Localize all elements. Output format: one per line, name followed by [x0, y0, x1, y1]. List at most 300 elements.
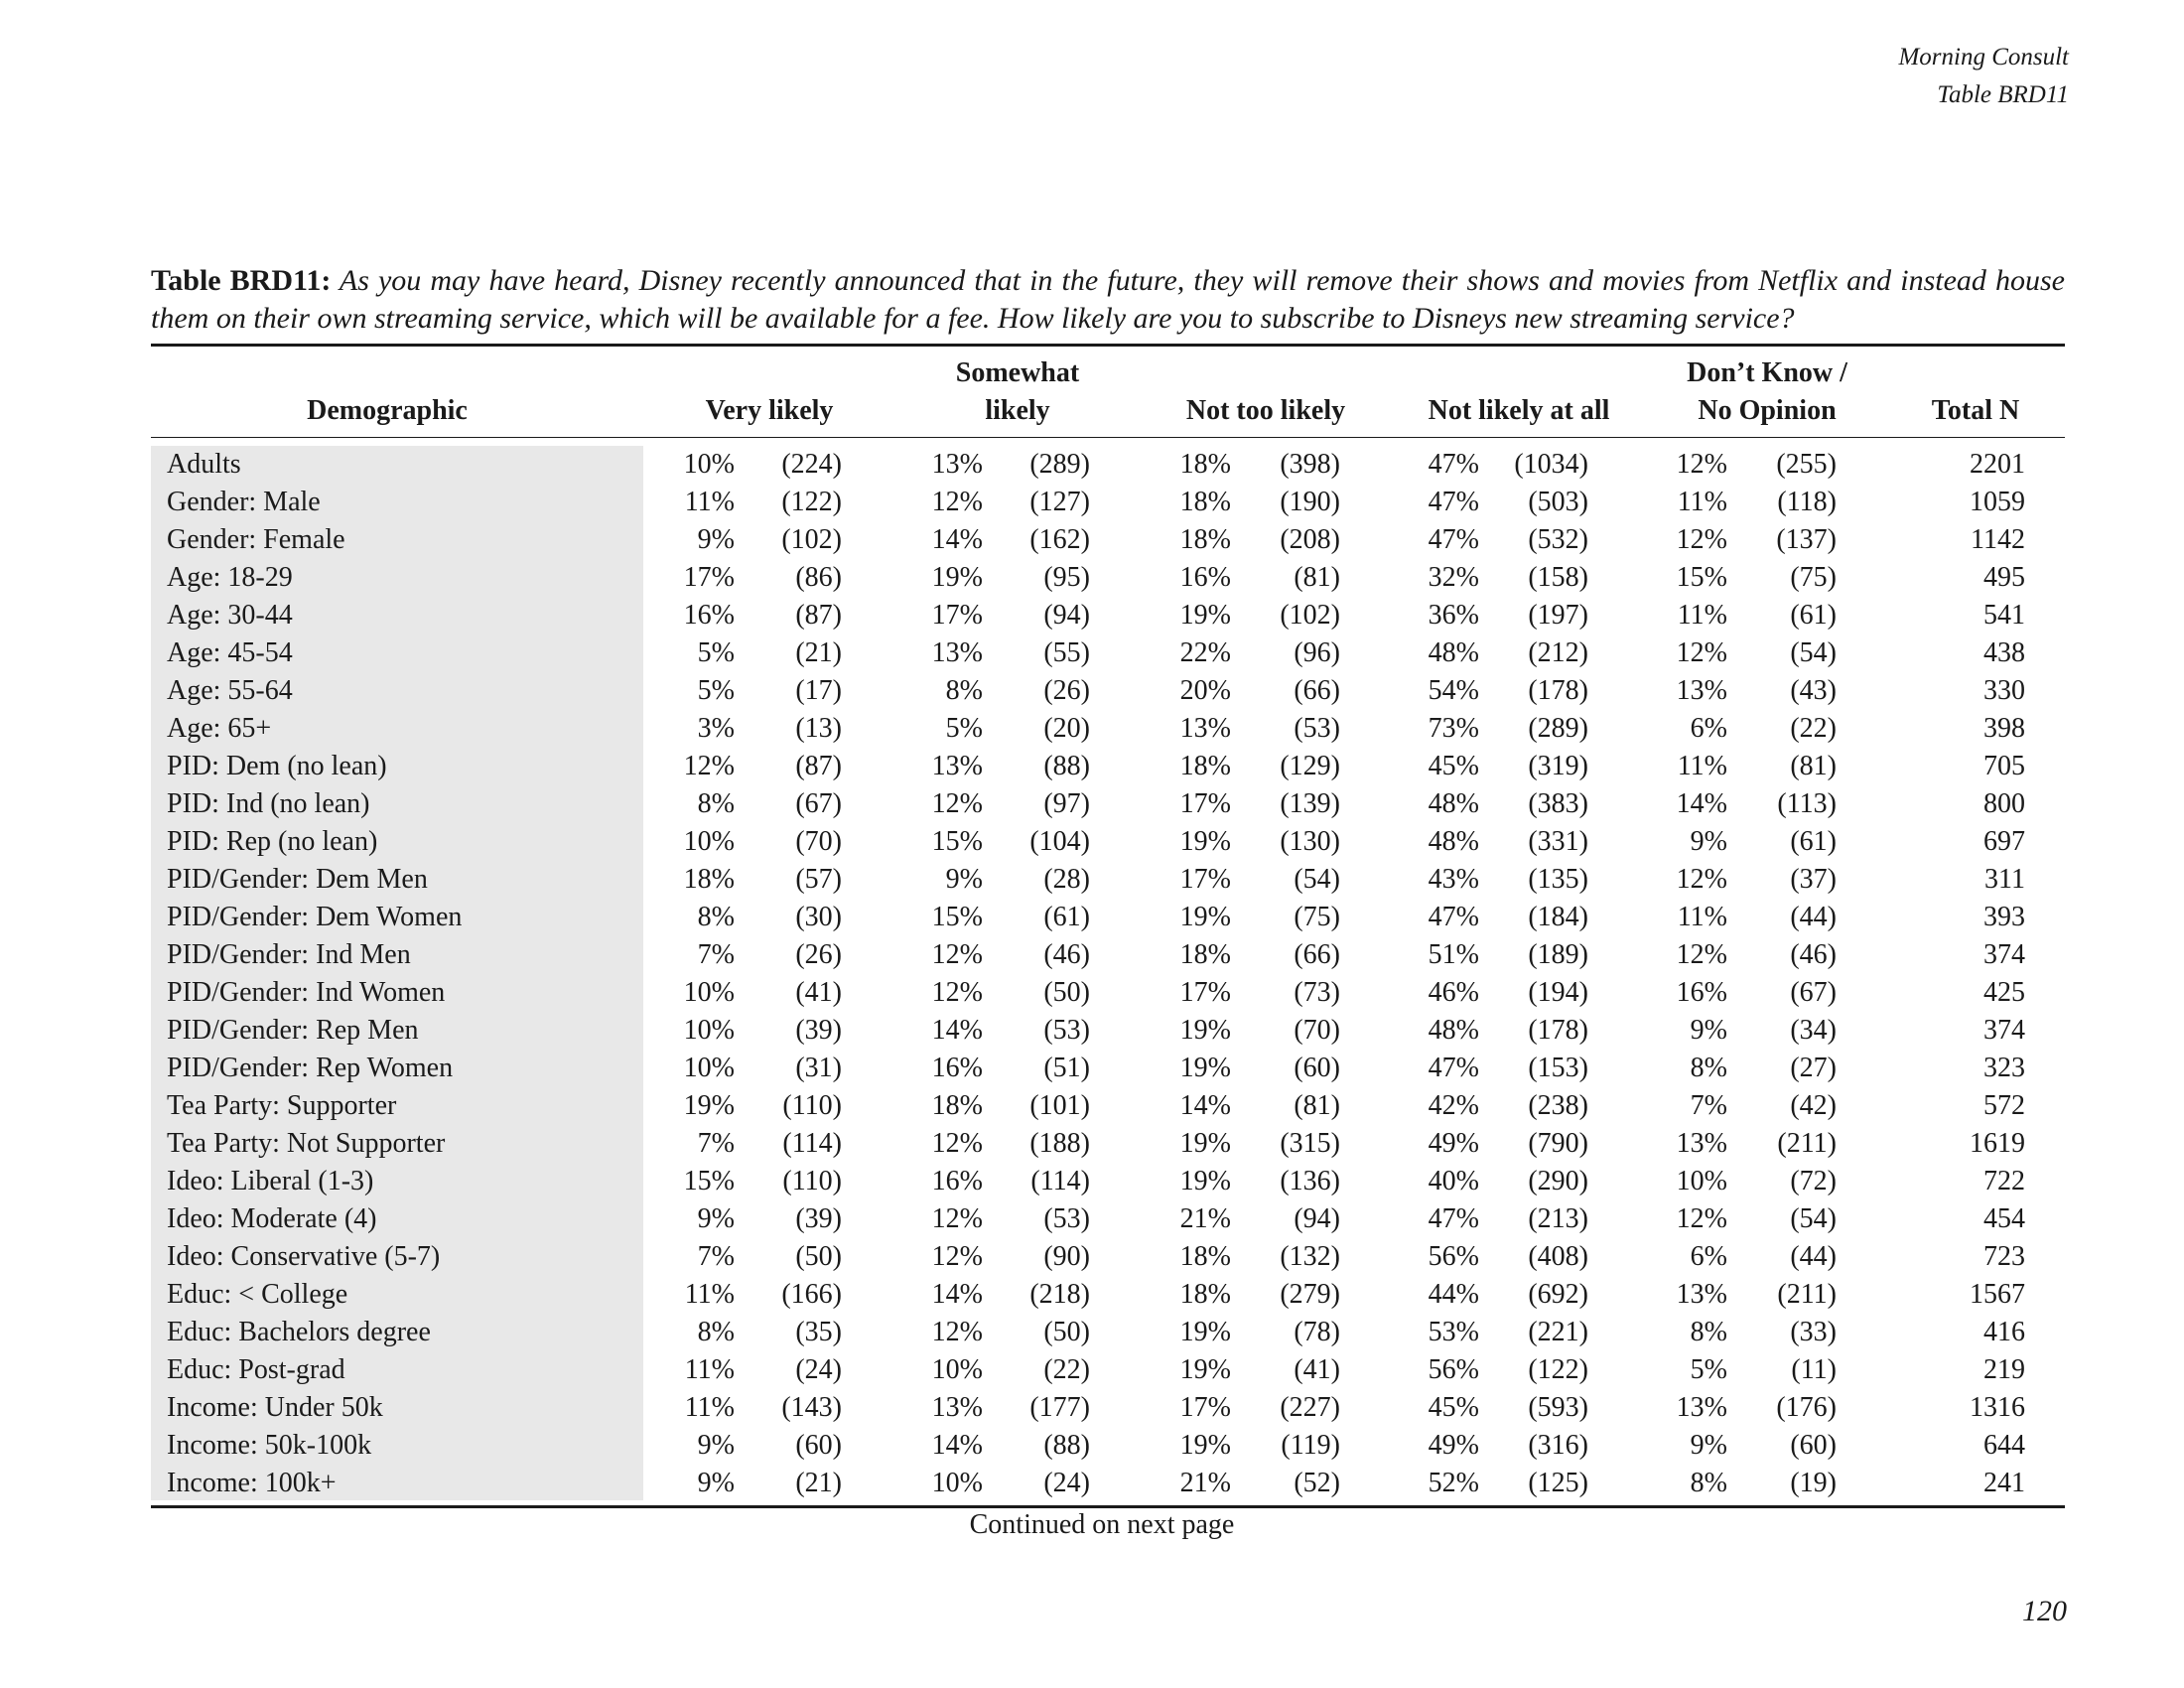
table-row — [0, 710, 2184, 748]
cell-percent: 49% — [1428, 1128, 1479, 1159]
cell-percent: 32% — [1428, 562, 1479, 593]
cell-count: (190) — [1280, 487, 1340, 517]
cell-percent: 19% — [1179, 826, 1231, 857]
cell-percent: 5% — [945, 713, 983, 744]
cell-percent: 20% — [1179, 675, 1231, 706]
cell-count: (81) — [1790, 751, 1837, 781]
cell-count: (213) — [1528, 1203, 1588, 1234]
cell-count: (139) — [1280, 788, 1340, 819]
cell-percent: 19% — [1179, 1317, 1231, 1347]
cell-count: (289) — [1029, 449, 1090, 480]
row-label: Ideo: Conservative (5-7) — [167, 1241, 441, 1272]
cell-count: (54) — [1790, 637, 1837, 668]
cell-percent: 17% — [931, 600, 983, 631]
cell-count: (178) — [1528, 1015, 1588, 1046]
cell-percent: 17% — [1179, 788, 1231, 819]
cell-percent: 12% — [1676, 449, 1727, 480]
cell-count: (290) — [1528, 1166, 1588, 1196]
row-label: PID/Gender: Rep Women — [167, 1053, 454, 1083]
cell-percent: 19% — [1179, 1166, 1231, 1196]
cell-percent: 11% — [684, 1279, 735, 1310]
cell-percent: 14% — [931, 1015, 983, 1046]
cell-percent: 18% — [683, 864, 735, 895]
cell-percent: 9% — [697, 1430, 735, 1461]
cell-count: (81) — [1294, 1090, 1340, 1121]
cell-count: (70) — [1294, 1015, 1340, 1046]
col-header-total-n: Total N — [1931, 395, 2020, 426]
cell-percent: 10% — [683, 977, 735, 1008]
cell-count: (21) — [795, 1468, 842, 1498]
cell-percent: 19% — [1179, 902, 1231, 932]
cell-count: (119) — [1281, 1430, 1340, 1461]
cell-count: (30) — [795, 902, 842, 932]
cell-percent: 6% — [1690, 713, 1727, 744]
cell-percent: 10% — [683, 826, 735, 857]
cell-total-n: 241 — [1983, 1468, 2025, 1498]
cell-percent: 22% — [1179, 637, 1231, 668]
cell-count: (96) — [1294, 637, 1340, 668]
cell-count: (132) — [1280, 1241, 1340, 1272]
cell-count: (188) — [1029, 1128, 1090, 1159]
cell-percent: 19% — [1179, 1430, 1231, 1461]
cell-percent: 12% — [1676, 1203, 1727, 1234]
cell-count: (130) — [1280, 826, 1340, 857]
cell-percent: 17% — [683, 562, 735, 593]
cell-percent: 12% — [1676, 637, 1727, 668]
cell-percent: 12% — [931, 1317, 983, 1347]
row-label: Gender: Female — [167, 524, 345, 555]
cell-percent: 12% — [683, 751, 735, 781]
cell-percent: 8% — [697, 788, 735, 819]
cell-percent: 21% — [1179, 1203, 1231, 1234]
cell-count: (212) — [1528, 637, 1588, 668]
cell-percent: 18% — [931, 1090, 983, 1121]
cell-percent: 48% — [1428, 788, 1479, 819]
cell-percent: 5% — [697, 637, 735, 668]
cell-count: (94) — [1043, 600, 1090, 631]
cell-total-n: 800 — [1983, 788, 2025, 819]
cell-percent: 19% — [1179, 1354, 1231, 1385]
page-number: 120 — [2022, 1595, 2067, 1627]
cell-total-n: 1142 — [1971, 524, 2025, 555]
cell-percent: 8% — [1690, 1317, 1727, 1347]
cell-count: (110) — [782, 1166, 842, 1196]
cell-percent: 18% — [1179, 449, 1231, 480]
cell-count: (33) — [1790, 1317, 1837, 1347]
cell-count: (81) — [1294, 562, 1340, 593]
cell-count: (113) — [1777, 788, 1837, 819]
cell-percent: 42% — [1428, 1090, 1479, 1121]
cell-percent: 16% — [931, 1166, 983, 1196]
cell-count: (87) — [795, 751, 842, 781]
cell-count: (75) — [1294, 902, 1340, 932]
cell-count: (197) — [1528, 600, 1588, 631]
cell-count: (177) — [1029, 1392, 1090, 1423]
cell-count: (66) — [1294, 939, 1340, 970]
cell-count: (408) — [1528, 1241, 1588, 1272]
cell-percent: 56% — [1428, 1241, 1479, 1272]
cell-count: (208) — [1280, 524, 1340, 555]
table-row — [0, 1314, 2184, 1351]
cell-percent: 54% — [1428, 675, 1479, 706]
cell-percent: 73% — [1428, 713, 1479, 744]
cell-count: (153) — [1528, 1053, 1588, 1083]
cell-count: (22) — [1790, 713, 1837, 744]
cell-percent: 12% — [931, 1203, 983, 1234]
cell-percent: 47% — [1428, 487, 1479, 517]
cell-total-n: 572 — [1983, 1090, 2025, 1121]
cell-percent: 36% — [1428, 600, 1479, 631]
cell-percent: 3% — [697, 713, 735, 744]
cell-count: (52) — [1294, 1468, 1340, 1498]
cell-percent: 47% — [1428, 449, 1479, 480]
cell-percent: 19% — [1179, 1015, 1231, 1046]
cell-count: (104) — [1029, 826, 1090, 857]
cell-percent: 12% — [1676, 864, 1727, 895]
cell-percent: 47% — [1428, 1053, 1479, 1083]
cell-count: (95) — [1043, 562, 1090, 593]
cell-count: (692) — [1528, 1279, 1588, 1310]
cell-percent: 13% — [931, 449, 983, 480]
table-caption — [151, 262, 2065, 338]
cell-count: (238) — [1528, 1090, 1588, 1121]
row-label: Ideo: Liberal (1-3) — [167, 1166, 374, 1196]
cell-count: (227) — [1280, 1392, 1340, 1423]
header-org: Morning Consult — [1898, 44, 2069, 70]
cell-percent: 19% — [931, 562, 983, 593]
cell-count: (127) — [1029, 487, 1090, 517]
cell-total-n: 416 — [1983, 1317, 2025, 1347]
cell-percent: 8% — [1690, 1053, 1727, 1083]
cell-count: (26) — [1043, 675, 1090, 706]
cell-count: (41) — [795, 977, 842, 1008]
cell-count: (39) — [795, 1015, 842, 1046]
cell-count: (158) — [1528, 562, 1588, 593]
cell-count: (46) — [1043, 939, 1090, 970]
cell-percent: 18% — [1179, 524, 1231, 555]
cell-percent: 14% — [931, 524, 983, 555]
cell-count: (46) — [1790, 939, 1837, 970]
table-row — [0, 1351, 2184, 1389]
row-label: PID/Gender: Ind Women — [167, 977, 446, 1008]
cell-percent: 10% — [683, 1015, 735, 1046]
cell-count: (102) — [1280, 600, 1340, 631]
table-row — [0, 1238, 2184, 1276]
row-label: Adults — [167, 449, 241, 480]
cell-count: (129) — [1280, 751, 1340, 781]
cell-count: (101) — [1029, 1090, 1090, 1121]
cell-total-n: 330 — [1983, 675, 2025, 706]
table-row — [0, 521, 2184, 559]
cell-count: (189) — [1528, 939, 1588, 970]
col-header-not-too-likely: Not too likely — [1185, 395, 1346, 426]
table-row — [0, 974, 2184, 1012]
cell-count: (44) — [1790, 1241, 1837, 1272]
caption-text: As you may have heard, Disney recently announced that in the future, they will remove their shows and movies from Netflix and instead house them on their own streaming service, which will be available for a fee. How likely are you to subscribe to Disneys new streaming service? — [151, 264, 2065, 335]
cell-percent: 40% — [1428, 1166, 1479, 1196]
cell-percent: 13% — [931, 637, 983, 668]
cell-percent: 7% — [1690, 1090, 1727, 1121]
row-label: Age: 45-54 — [167, 637, 293, 668]
cell-count: (94) — [1294, 1203, 1340, 1234]
cell-percent: 48% — [1428, 637, 1479, 668]
cell-count: (50) — [1043, 977, 1090, 1008]
cell-percent: 19% — [1179, 1128, 1231, 1159]
cell-count: (184) — [1528, 902, 1588, 932]
cell-count: (176) — [1776, 1392, 1837, 1423]
cell-percent: 15% — [931, 826, 983, 857]
cell-count: (37) — [1790, 864, 1837, 895]
cell-percent: 7% — [697, 939, 735, 970]
table-row — [0, 559, 2184, 597]
cell-percent: 13% — [1676, 1392, 1727, 1423]
table-row — [0, 899, 2184, 936]
cell-percent: 9% — [697, 1468, 735, 1498]
cell-count: (114) — [1030, 1166, 1090, 1196]
cell-total-n: 697 — [1983, 826, 2025, 857]
cell-total-n: 219 — [1983, 1354, 2025, 1385]
cell-count: (44) — [1790, 902, 1837, 932]
top-rule — [151, 344, 2065, 347]
cell-percent: 12% — [1676, 524, 1727, 555]
cell-percent: 48% — [1428, 826, 1479, 857]
col-header-somewhat-likely-line2: likely — [985, 395, 1050, 426]
cell-percent: 13% — [931, 751, 983, 781]
cell-percent: 47% — [1428, 902, 1479, 932]
cell-count: (60) — [1790, 1430, 1837, 1461]
cell-count: (54) — [1294, 864, 1340, 895]
table-row — [0, 748, 2184, 785]
cell-count: (11) — [1791, 1354, 1837, 1385]
cell-count: (53) — [1043, 1203, 1090, 1234]
cell-total-n: 2201 — [1970, 449, 2025, 480]
cell-percent: 45% — [1428, 1392, 1479, 1423]
cell-percent: 16% — [931, 1053, 983, 1083]
cell-percent: 5% — [697, 675, 735, 706]
cell-percent: 12% — [1676, 939, 1727, 970]
cell-count: (34) — [1790, 1015, 1837, 1046]
cell-count: (211) — [1777, 1128, 1837, 1159]
cell-percent: 52% — [1428, 1468, 1479, 1498]
row-label: Age: 18-29 — [167, 562, 293, 593]
cell-total-n: 541 — [1983, 600, 2025, 631]
table-row — [0, 936, 2184, 974]
cell-percent: 18% — [1179, 939, 1231, 970]
cell-percent: 5% — [1690, 1354, 1727, 1385]
cell-total-n: 454 — [1983, 1203, 2025, 1234]
cell-percent: 15% — [931, 902, 983, 932]
cell-total-n: 495 — [1983, 562, 2025, 593]
cell-count: (19) — [1790, 1468, 1837, 1498]
cell-percent: 11% — [684, 1354, 735, 1385]
cell-percent: 10% — [683, 449, 735, 480]
caption-label: Table BRD11: — [151, 264, 332, 297]
cell-percent: 8% — [697, 1317, 735, 1347]
cell-count: (383) — [1528, 788, 1588, 819]
cell-count: (27) — [1790, 1053, 1837, 1083]
cell-count: (593) — [1528, 1392, 1588, 1423]
cell-count: (26) — [795, 939, 842, 970]
cell-count: (87) — [795, 600, 842, 631]
cell-percent: 12% — [931, 1241, 983, 1272]
cell-count: (17) — [795, 675, 842, 706]
cell-total-n: 374 — [1983, 1015, 2025, 1046]
cell-percent: 18% — [1179, 487, 1231, 517]
row-label: PID: Dem (no lean) — [167, 751, 387, 781]
cell-count: (1034) — [1514, 449, 1588, 480]
cell-percent: 10% — [1676, 1166, 1727, 1196]
cell-percent: 11% — [1677, 600, 1727, 631]
cell-total-n: 1619 — [1970, 1128, 2025, 1159]
cell-count: (60) — [795, 1430, 842, 1461]
table-row — [0, 1163, 2184, 1200]
cell-percent: 16% — [1676, 977, 1727, 1008]
cell-percent: 19% — [1179, 1053, 1231, 1083]
cell-percent: 16% — [683, 600, 735, 631]
cell-percent: 21% — [1179, 1468, 1231, 1498]
cell-count: (22) — [1043, 1354, 1090, 1385]
cell-percent: 13% — [1676, 1128, 1727, 1159]
table-row — [0, 1125, 2184, 1163]
cell-percent: 10% — [683, 1053, 735, 1083]
header-table-id: Table BRD11 — [1937, 81, 2069, 108]
cell-count: (24) — [795, 1354, 842, 1385]
cell-count: (28) — [1043, 864, 1090, 895]
table-row — [0, 861, 2184, 899]
cell-total-n: 393 — [1983, 902, 2025, 932]
cell-total-n: 1059 — [1970, 487, 2025, 517]
cell-percent: 48% — [1428, 1015, 1479, 1046]
cell-count: (221) — [1528, 1317, 1588, 1347]
table-row — [0, 446, 2184, 484]
cell-percent: 13% — [1676, 675, 1727, 706]
cell-percent: 17% — [1179, 864, 1231, 895]
cell-count: (122) — [1528, 1354, 1588, 1385]
table-row — [0, 785, 2184, 823]
table-row — [0, 672, 2184, 710]
cell-percent: 11% — [1677, 487, 1727, 517]
cell-count: (61) — [1790, 826, 1837, 857]
row-label: PID/Gender: Rep Men — [167, 1015, 419, 1046]
col-header-not-likely-at-all: Not likely at all — [1428, 395, 1610, 426]
cell-count: (166) — [781, 1279, 842, 1310]
cell-percent: 8% — [697, 902, 735, 932]
cell-count: (136) — [1280, 1166, 1340, 1196]
cell-total-n: 425 — [1983, 977, 2025, 1008]
cell-count: (122) — [781, 487, 842, 517]
cell-count: (41) — [1294, 1354, 1340, 1385]
row-label: PID: Rep (no lean) — [167, 826, 378, 857]
cell-count: (503) — [1528, 487, 1588, 517]
cell-count: (70) — [795, 826, 842, 857]
cell-percent: 13% — [1179, 713, 1231, 744]
cell-count: (135) — [1528, 864, 1588, 895]
cell-percent: 11% — [684, 487, 735, 517]
table-row — [0, 1050, 2184, 1087]
cell-count: (279) — [1280, 1279, 1340, 1310]
cell-percent: 19% — [683, 1090, 735, 1121]
cell-percent: 18% — [1179, 1279, 1231, 1310]
cell-percent: 9% — [697, 1203, 735, 1234]
cell-count: (114) — [782, 1128, 842, 1159]
header-rule — [151, 437, 2065, 438]
cell-count: (54) — [1790, 1203, 1837, 1234]
cell-count: (61) — [1043, 902, 1090, 932]
cell-count: (55) — [1043, 637, 1090, 668]
row-label: Age: 30-44 — [167, 600, 293, 631]
cell-percent: 47% — [1428, 524, 1479, 555]
continued-note: Continued on next page — [969, 1509, 1235, 1540]
cell-count: (53) — [1294, 713, 1340, 744]
row-label: Income: 100k+ — [167, 1468, 337, 1498]
cell-percent: 12% — [931, 487, 983, 517]
cell-percent: 11% — [684, 1392, 735, 1423]
cell-count: (211) — [1777, 1279, 1837, 1310]
cell-percent: 14% — [1179, 1090, 1231, 1121]
cell-percent: 6% — [1690, 1241, 1727, 1272]
cell-percent: 11% — [1677, 902, 1727, 932]
cell-percent: 51% — [1428, 939, 1479, 970]
cell-count: (43) — [1790, 675, 1837, 706]
cell-percent: 12% — [931, 939, 983, 970]
cell-count: (50) — [795, 1241, 842, 1272]
cell-count: (86) — [795, 562, 842, 593]
cell-count: (102) — [781, 524, 842, 555]
cell-count: (78) — [1294, 1317, 1340, 1347]
table-row — [0, 1389, 2184, 1427]
cell-count: (110) — [782, 1090, 842, 1121]
cell-count: (316) — [1528, 1430, 1588, 1461]
cell-percent: 15% — [1676, 562, 1727, 593]
cell-percent: 10% — [931, 1468, 983, 1498]
cell-total-n: 438 — [1983, 637, 2025, 668]
cell-count: (42) — [1790, 1090, 1837, 1121]
cell-count: (97) — [1043, 788, 1090, 819]
row-label: Tea Party: Supporter — [167, 1090, 397, 1121]
table-row — [0, 823, 2184, 861]
row-label: Tea Party: Not Supporter — [167, 1128, 446, 1159]
cell-total-n: 705 — [1983, 751, 2025, 781]
table-row — [0, 1465, 2184, 1502]
cell-percent: 16% — [1179, 562, 1231, 593]
cell-percent: 10% — [931, 1354, 983, 1385]
cell-total-n: 644 — [1983, 1430, 2025, 1461]
table-row — [0, 634, 2184, 672]
cell-count: (162) — [1029, 524, 1090, 555]
bottom-rule — [151, 1505, 2065, 1508]
cell-count: (50) — [1043, 1317, 1090, 1347]
row-label: Educ: < College — [167, 1279, 348, 1310]
cell-percent: 9% — [1690, 826, 1727, 857]
cell-percent: 14% — [931, 1279, 983, 1310]
cell-count: (315) — [1280, 1128, 1340, 1159]
cell-count: (289) — [1528, 713, 1588, 744]
table-body — [0, 446, 2184, 1502]
cell-count: (331) — [1528, 826, 1588, 857]
row-label: Ideo: Moderate (4) — [167, 1203, 377, 1234]
cell-percent: 7% — [697, 1128, 735, 1159]
cell-total-n: 398 — [1983, 713, 2025, 744]
cell-count: (143) — [781, 1392, 842, 1423]
row-label: PID: Ind (no lean) — [167, 788, 370, 819]
cell-total-n: 323 — [1983, 1053, 2025, 1083]
cell-percent: 9% — [945, 864, 983, 895]
cell-count: (67) — [795, 788, 842, 819]
cell-count: (255) — [1776, 449, 1837, 480]
cell-total-n: 1316 — [1970, 1392, 2025, 1423]
cell-percent: 46% — [1428, 977, 1479, 1008]
cell-count: (67) — [1790, 977, 1837, 1008]
